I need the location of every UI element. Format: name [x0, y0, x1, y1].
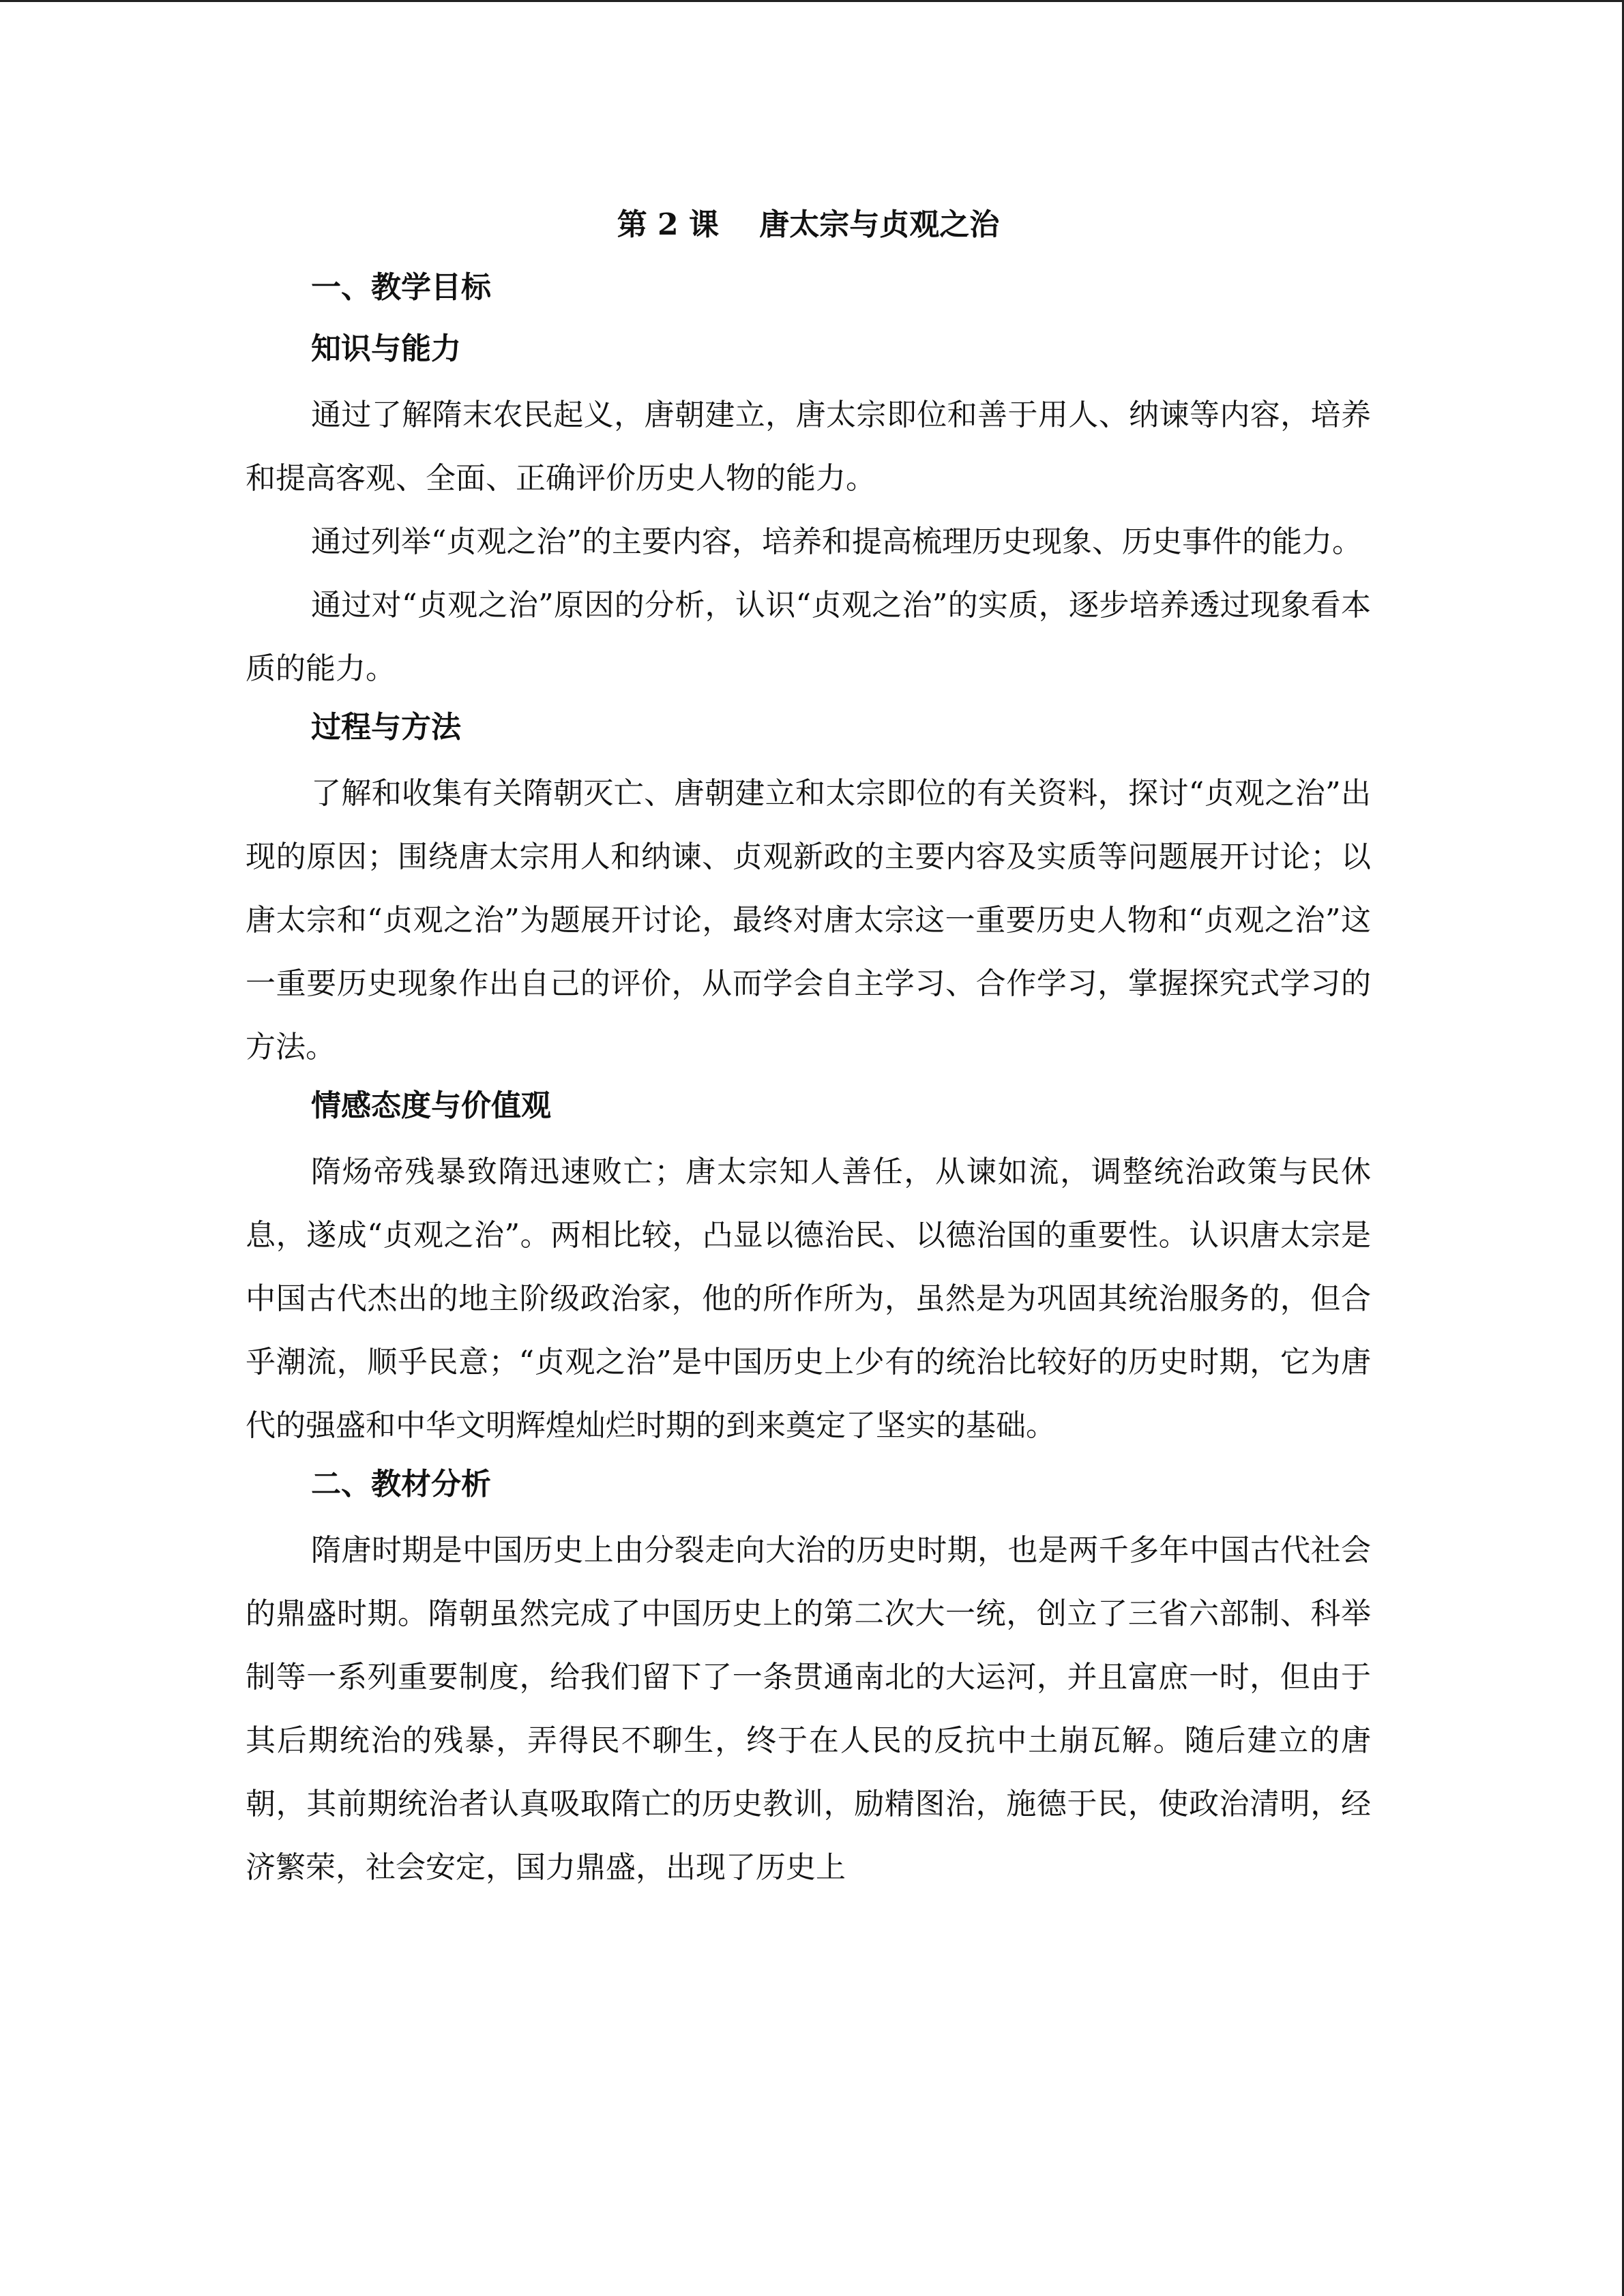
paragraph: 了解和收集有关隋朝灭亡、唐朝建立和太宗即位的有关资料，探讨“贞观之治”出现的原因；围绕唐太宗用人和纳谏、贞观新政的主要内容及实质等问题展开讨论；以唐太宗和“贞观之治”为题展开讨论，最终对唐太宗这一重要历史人物和“贞观之治”这一重要历史现象作出自己的评价，从而学会自主学习、合作学习，掌握探究式学习的方法。 [246, 776, 1371, 1064]
paragraph: 通过对“贞观之治”原因的分析，认识“贞观之治”的实质，逐步培养透过现象看本质的能力。 [246, 588, 1371, 686]
subheading-knowledge: 知识与能力 [311, 331, 461, 366]
paragraph: 隋唐时期是中国历史上由分裂走向大治的历史时期，也是两千多年中国古代社会的鼎盛时期。隋朝虽然完成了中国历史上的第二次大一统，创立了三省六部制、科举制等一系列重要制度，给我们留下了一条贯通南北的大运河，并且富庶一时，但由于其后期统治的残暴，弄得民不聊生，终于在人民的反抗中土崩瓦解。随后建立的唐朝，其前期统治者认真吸取隋亡的历史教训，励精图治，施德于民，使政治清明，经济繁荣，社会安定，国力鼎盛，出现了历史上 [246, 1533, 1371, 1885]
document-body [246, 205, 1371, 1899]
section-heading-analysis: 二、教材分析 [311, 1467, 491, 1502]
paragraph: 通过了解隋末农民起义，唐朝建立，唐太宗即位和善于用人、纳谏等内容，培养和提高客观、全面、正确评价历史人物的能力。 [246, 398, 1371, 496]
subheading-emotion: 情感态度与价值观 [311, 1088, 551, 1123]
page-title: 第 2 课 唐太宗与贞观之治 [617, 207, 1000, 242]
paragraph: 通过列举“贞观之治”的主要内容，培养和提高梳理历史现象、历史事件的能力。 [311, 524, 1362, 559]
section-heading-objectives: 一、教学目标 [311, 270, 491, 305]
paragraph: 隋炀帝残暴致隋迅速败亡；唐太宗知人善任，从谏如流，调整统治政策与民休息，遂成“贞观之治”。两相比较，凸显以德治民、以德治国的重要性。认识唐太宗是中国古代杰出的地主阶级政治家，他的所作所为，虽然是为巩固其统治服务的，但合乎潮流，顺乎民意；“贞观之治”是中国历史上少有的统治比较好的历史时期，它为唐代的强盛和中华文明辉煌灿烂时期的到来奠定了坚实的基础。 [246, 1154, 1371, 1443]
subheading-process: 过程与方法 [311, 710, 461, 745]
